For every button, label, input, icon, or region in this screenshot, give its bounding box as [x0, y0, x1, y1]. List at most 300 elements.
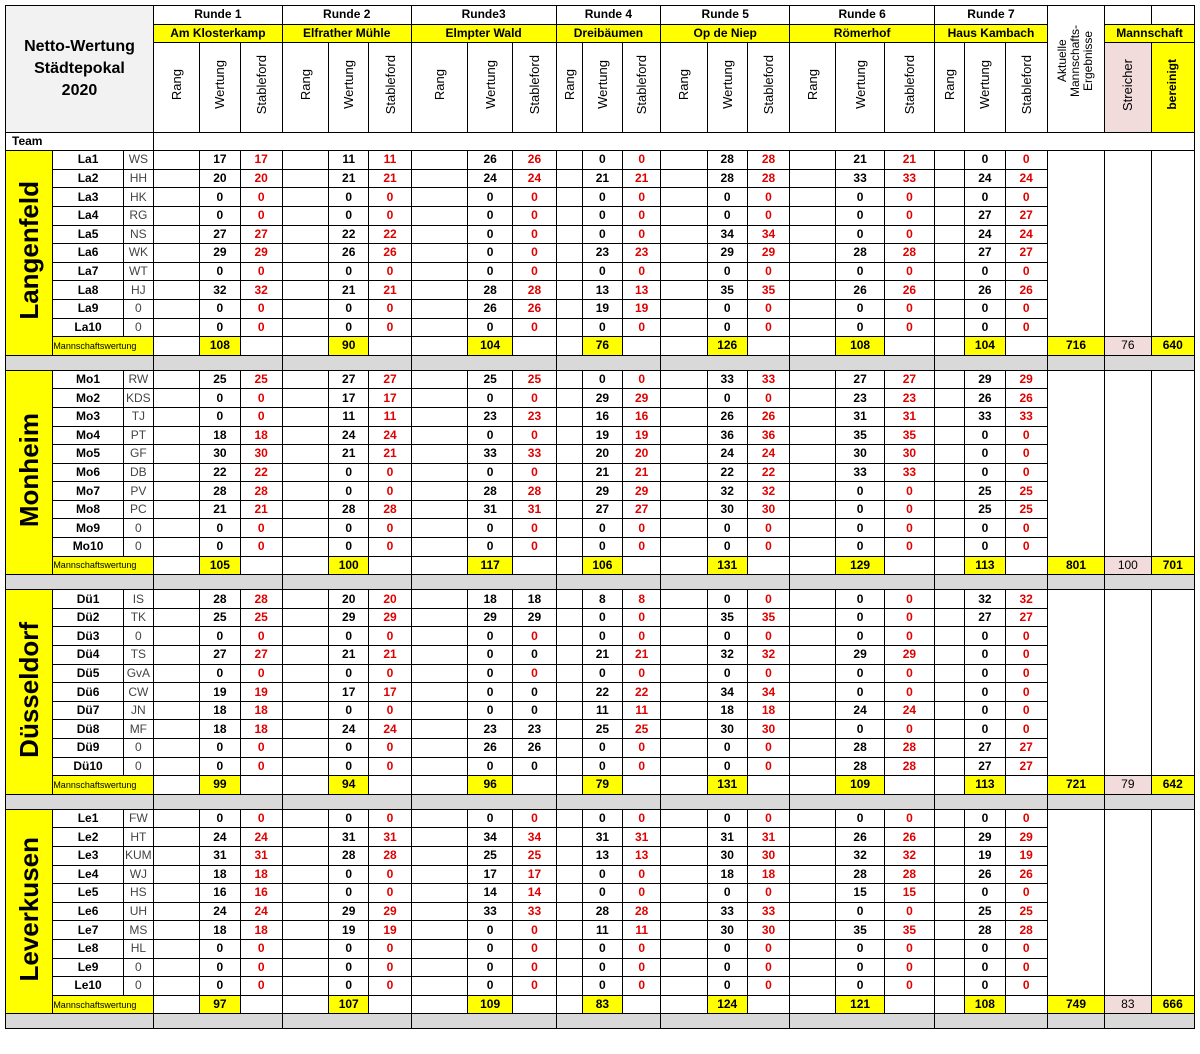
wertung-cell: 35 — [707, 281, 747, 300]
stableford-cell: 29 — [369, 608, 411, 627]
mannschaft-header: Mannschaft — [1105, 24, 1195, 42]
wertung-cell: 0 — [329, 939, 369, 958]
wertung-cell: 0 — [329, 757, 369, 776]
separator — [282, 1014, 411, 1029]
stableford-cell: 0 — [623, 664, 661, 683]
rang-cell — [153, 683, 199, 702]
stableford-cell — [623, 776, 661, 795]
table-row — [6, 299, 1195, 318]
stableford-cell — [369, 337, 411, 356]
wertung-cell: 0 — [200, 977, 240, 996]
player-id: Le5 — [53, 884, 123, 903]
stableford-cell — [884, 776, 934, 795]
wertung-cell: 21 — [582, 463, 622, 482]
table-row — [6, 646, 1195, 665]
col-rang-r4: Rang — [556, 42, 582, 132]
rang-cell — [153, 318, 199, 337]
player-id: Dü1 — [53, 590, 123, 609]
stableford-cell: 0 — [369, 482, 411, 501]
rang-cell — [556, 757, 582, 776]
rang-cell — [935, 225, 965, 244]
wertung-cell: 26 — [965, 389, 1005, 408]
stableford-cell: 28 — [884, 865, 934, 884]
wertung-cell: 31 — [329, 828, 369, 847]
rang-cell — [935, 720, 965, 739]
stableford-cell: 35 — [884, 921, 934, 940]
stableford-cell: 0 — [513, 206, 556, 225]
separator — [282, 355, 411, 370]
stableford-cell: 21 — [623, 463, 661, 482]
wertung-cell: 0 — [468, 958, 513, 977]
wertung-cell: 0 — [965, 426, 1005, 445]
col-rang-r7: Rang — [935, 42, 965, 132]
rang-cell — [556, 538, 582, 557]
stableford-cell: 27 — [884, 370, 934, 389]
stableford-cell: 0 — [240, 958, 282, 977]
stableford-cell: 0 — [369, 701, 411, 720]
stableford-cell — [240, 556, 282, 575]
stableford-cell: 0 — [884, 939, 934, 958]
rang-cell — [935, 664, 965, 683]
wertung-cell: 0 — [582, 627, 622, 646]
separator — [661, 794, 790, 809]
wertung-cell: 28 — [836, 244, 884, 263]
rang-cell — [411, 884, 467, 903]
separator — [556, 794, 661, 809]
stableford-cell: 18 — [240, 426, 282, 445]
rang-cell — [935, 500, 965, 519]
wertung-cell: 0 — [836, 225, 884, 244]
wertung-cell: 32 — [200, 281, 240, 300]
rang-cell — [790, 500, 836, 519]
wertung-cell: 25 — [200, 370, 240, 389]
team-score: 131 — [707, 556, 747, 575]
wertung-cell: 0 — [836, 188, 884, 207]
rang-cell — [411, 902, 467, 921]
col-wertung-r4: Wertung — [582, 42, 622, 132]
wertung-cell: 0 — [965, 463, 1005, 482]
rang-cell — [935, 445, 965, 464]
stableford-cell: 17 — [369, 683, 411, 702]
rang-cell — [411, 720, 467, 739]
rang-cell — [282, 463, 328, 482]
team-name-label: Leverkusen — [13, 836, 44, 982]
player-initials: 0 — [123, 627, 153, 646]
col-wertung-r5: Wertung — [707, 42, 747, 132]
rang-cell — [282, 188, 328, 207]
table-row — [6, 445, 1195, 464]
separator — [1105, 575, 1195, 590]
wertung-cell: 26 — [965, 281, 1005, 300]
rang-cell — [790, 262, 836, 281]
stableford-cell: 21 — [623, 646, 661, 665]
col-wertung-r7: Wertung — [965, 42, 1005, 132]
stableford-cell: 28 — [884, 739, 934, 758]
bereinigt-area — [1151, 590, 1195, 776]
rang-cell — [153, 244, 199, 263]
player-id: Mo5 — [53, 445, 123, 464]
rang-cell — [790, 426, 836, 445]
stableford-cell: 0 — [1005, 884, 1047, 903]
stableford-cell: 30 — [747, 846, 789, 865]
wertung-cell: 0 — [582, 739, 622, 758]
wertung-cell: 28 — [329, 846, 369, 865]
team-column-label: Team — [6, 132, 154, 151]
stableford-cell: 0 — [240, 262, 282, 281]
wertung-cell: 21 — [836, 151, 884, 170]
streicher-area — [1105, 809, 1151, 995]
separator — [556, 1014, 661, 1029]
table-row — [6, 739, 1195, 758]
wertung-cell: 31 — [468, 500, 513, 519]
separator — [153, 794, 282, 809]
stableford-cell: 0 — [623, 519, 661, 538]
rang-cell — [661, 151, 707, 170]
wertung-cell: 18 — [200, 701, 240, 720]
stableford-cell: 0 — [240, 206, 282, 225]
wertung-cell: 21 — [582, 169, 622, 188]
wertung-cell: 0 — [468, 389, 513, 408]
player-id: Mo1 — [53, 370, 123, 389]
stableford-cell: 0 — [240, 407, 282, 426]
col-rang-r1: Rang — [153, 42, 199, 132]
rang-cell — [153, 921, 199, 940]
rang-cell — [790, 701, 836, 720]
rang-cell — [790, 720, 836, 739]
player-id: Dü6 — [53, 683, 123, 702]
wertung-cell: 21 — [329, 281, 369, 300]
rang-cell — [556, 701, 582, 720]
wertung-cell: 0 — [707, 884, 747, 903]
rang-cell — [661, 244, 707, 263]
rang-cell — [556, 995, 582, 1014]
wertung-cell: 24 — [329, 426, 369, 445]
wertung-cell: 0 — [200, 627, 240, 646]
wertung-cell: 33 — [468, 902, 513, 921]
separator — [6, 1014, 154, 1029]
rang-cell — [282, 646, 328, 665]
rang-cell — [411, 683, 467, 702]
rang-cell — [661, 977, 707, 996]
rang-cell — [661, 500, 707, 519]
wertung-cell: 11 — [329, 151, 369, 170]
rang-cell — [556, 463, 582, 482]
wertung-cell: 0 — [329, 206, 369, 225]
rang-cell — [935, 426, 965, 445]
round-5-header: Runde 5 — [661, 6, 790, 25]
stableford-cell: 24 — [240, 828, 282, 847]
stableford-cell: 34 — [747, 683, 789, 702]
rang-cell — [661, 739, 707, 758]
rang-cell — [556, 828, 582, 847]
stableford-cell: 0 — [513, 188, 556, 207]
stableford-cell: 26 — [369, 244, 411, 263]
stableford-cell: 31 — [513, 500, 556, 519]
player-initials: 0 — [123, 958, 153, 977]
rang-cell — [282, 262, 328, 281]
separator — [153, 575, 282, 590]
rang-cell — [790, 757, 836, 776]
wertung-cell: 0 — [707, 939, 747, 958]
stableford-cell: 22 — [240, 463, 282, 482]
rang-cell — [935, 646, 965, 665]
wertung-cell: 33 — [707, 902, 747, 921]
rang-cell — [411, 299, 467, 318]
wertung-cell: 23 — [836, 389, 884, 408]
player-initials: HT — [123, 828, 153, 847]
stableford-cell: 32 — [1005, 590, 1047, 609]
player-id: Dü4 — [53, 646, 123, 665]
rang-cell — [935, 846, 965, 865]
separator — [411, 355, 556, 370]
venue-7: Haus Kambach — [935, 24, 1048, 42]
player-initials: MF — [123, 720, 153, 739]
rang-cell — [661, 958, 707, 977]
wertung-cell: 27 — [965, 757, 1005, 776]
stableford-cell: 17 — [513, 865, 556, 884]
player-initials: HH — [123, 169, 153, 188]
wertung-cell: 0 — [707, 389, 747, 408]
stableford-cell: 24 — [1005, 169, 1047, 188]
team-score: 76 — [582, 337, 622, 356]
wertung-cell: 0 — [468, 977, 513, 996]
stableford-cell: 0 — [240, 977, 282, 996]
stableford-cell: 0 — [747, 538, 789, 557]
stableford-cell: 33 — [513, 445, 556, 464]
wertung-cell: 0 — [965, 683, 1005, 702]
col-stableford-r5: Stableford — [747, 42, 789, 132]
wertung-cell: 0 — [200, 958, 240, 977]
player-id: La4 — [53, 206, 123, 225]
stableford-cell: 0 — [884, 188, 934, 207]
wertung-cell: 0 — [582, 664, 622, 683]
rang-cell — [790, 921, 836, 940]
player-initials: GF — [123, 445, 153, 464]
wertung-cell: 36 — [707, 426, 747, 445]
rang-cell — [153, 809, 199, 828]
stableford-cell: 0 — [240, 809, 282, 828]
stableford-cell: 0 — [1005, 977, 1047, 996]
stableford-cell: 0 — [884, 262, 934, 281]
wertung-cell: 0 — [329, 739, 369, 758]
wertung-cell: 26 — [468, 739, 513, 758]
rang-cell — [411, 608, 467, 627]
player-id: La6 — [53, 244, 123, 263]
stableford-cell: 11 — [623, 921, 661, 940]
rang-cell — [282, 206, 328, 225]
rang-cell — [790, 865, 836, 884]
team-name-2 — [6, 590, 53, 795]
stableford-cell: 0 — [747, 939, 789, 958]
wertung-cell: 19 — [329, 921, 369, 940]
table-row — [6, 500, 1195, 519]
wertung-cell: 28 — [468, 482, 513, 501]
wertung-cell: 0 — [707, 318, 747, 337]
rang-cell — [556, 958, 582, 977]
wertung-cell: 0 — [836, 683, 884, 702]
rang-cell — [935, 776, 965, 795]
separator — [661, 355, 790, 370]
rang-cell — [556, 407, 582, 426]
rang-cell — [153, 995, 199, 1014]
rang-cell — [411, 828, 467, 847]
rang-cell — [411, 500, 467, 519]
rang-cell — [790, 389, 836, 408]
team-score: 121 — [836, 995, 884, 1014]
rang-cell — [935, 337, 965, 356]
wertung-cell: 18 — [200, 921, 240, 940]
player-id: Le9 — [53, 958, 123, 977]
separator — [411, 794, 556, 809]
stableford-cell: 28 — [369, 500, 411, 519]
stableford-cell: 27 — [369, 370, 411, 389]
rang-cell — [935, 590, 965, 609]
wertung-cell: 0 — [965, 445, 1005, 464]
wertung-cell: 29 — [582, 389, 622, 408]
wertung-cell: 0 — [329, 318, 369, 337]
wertung-cell: 24 — [468, 169, 513, 188]
stableford-cell: 19 — [240, 683, 282, 702]
wertung-cell: 35 — [707, 608, 747, 627]
stableford-cell: 0 — [884, 627, 934, 646]
wertung-cell: 28 — [468, 281, 513, 300]
table-row — [6, 757, 1195, 776]
player-initials: 0 — [123, 299, 153, 318]
wertung-cell: 28 — [707, 151, 747, 170]
player-id: Dü7 — [53, 701, 123, 720]
player-initials: TJ — [123, 407, 153, 426]
rang-cell — [556, 482, 582, 501]
team-bereinigt: 642 — [1151, 776, 1195, 795]
stableford-cell: 0 — [884, 977, 934, 996]
player-initials: TS — [123, 646, 153, 665]
rang-cell — [556, 556, 582, 575]
wertung-cell: 0 — [836, 318, 884, 337]
wertung-cell: 30 — [707, 720, 747, 739]
rang-cell — [282, 739, 328, 758]
wertung-cell: 16 — [200, 884, 240, 903]
wertung-cell: 29 — [836, 646, 884, 665]
wertung-cell: 28 — [707, 169, 747, 188]
stableford-cell: 0 — [240, 188, 282, 207]
wertung-cell: 23 — [468, 720, 513, 739]
player-initials: KUM — [123, 846, 153, 865]
rang-cell — [282, 519, 328, 538]
team-score: 99 — [200, 776, 240, 795]
round-3-header: Runde3 — [411, 6, 556, 25]
stableford-cell: 8 — [623, 590, 661, 609]
stableford-cell: 14 — [513, 884, 556, 903]
stableford-cell: 28 — [240, 590, 282, 609]
wertung-cell: 0 — [468, 206, 513, 225]
wertung-cell: 0 — [836, 590, 884, 609]
rang-cell — [282, 608, 328, 627]
rang-cell — [935, 206, 965, 225]
stableford-cell: 22 — [369, 225, 411, 244]
player-id: Dü10 — [53, 757, 123, 776]
round-1-header: Runde 1 — [153, 6, 282, 25]
table-row — [6, 244, 1195, 263]
rang-cell — [556, 299, 582, 318]
player-initials: JN — [123, 701, 153, 720]
wertung-cell: 0 — [836, 538, 884, 557]
stableford-cell — [1005, 995, 1047, 1014]
table-row — [6, 318, 1195, 337]
stableford-cell: 0 — [747, 188, 789, 207]
separator — [790, 575, 935, 590]
player-id: Mo10 — [53, 538, 123, 557]
rang-cell — [661, 664, 707, 683]
stableford-cell: 0 — [240, 519, 282, 538]
wertung-cell: 34 — [707, 683, 747, 702]
wertung-cell: 0 — [200, 739, 240, 758]
separator — [661, 1014, 790, 1029]
wertung-cell: 0 — [836, 902, 884, 921]
stableford-cell: 0 — [623, 939, 661, 958]
separator — [790, 355, 935, 370]
wertung-cell: 29 — [582, 482, 622, 501]
stableford-cell: 33 — [884, 463, 934, 482]
rang-cell — [661, 720, 707, 739]
player-id: Mo8 — [53, 500, 123, 519]
rang-cell — [282, 389, 328, 408]
wertung-cell: 22 — [582, 683, 622, 702]
rang-cell — [790, 902, 836, 921]
rang-cell — [556, 445, 582, 464]
rang-cell — [556, 169, 582, 188]
stableford-cell: 0 — [1005, 188, 1047, 207]
stableford-cell: 28 — [884, 757, 934, 776]
stableford-cell: 21 — [369, 646, 411, 665]
wertung-cell: 0 — [965, 958, 1005, 977]
stableford-cell: 11 — [369, 151, 411, 170]
table-row — [6, 720, 1195, 739]
stableford-cell: 0 — [513, 262, 556, 281]
stableford-cell: 25 — [1005, 500, 1047, 519]
stableford-cell: 26 — [1005, 389, 1047, 408]
rang-cell — [411, 151, 467, 170]
rang-cell — [661, 337, 707, 356]
stableford-cell: 27 — [240, 225, 282, 244]
rang-cell — [153, 370, 199, 389]
team-name-3 — [6, 809, 53, 1014]
rang-cell — [661, 939, 707, 958]
wertung-cell: 28 — [200, 482, 240, 501]
stableford-cell: 29 — [513, 608, 556, 627]
stableford-cell: 29 — [623, 389, 661, 408]
wertung-cell: 29 — [200, 244, 240, 263]
stableford-cell: 0 — [369, 939, 411, 958]
stableford-cell: 0 — [513, 244, 556, 263]
stableford-cell: 29 — [369, 902, 411, 921]
stableford-cell: 0 — [623, 370, 661, 389]
wertung-cell: 27 — [836, 370, 884, 389]
stableford-cell: 31 — [623, 828, 661, 847]
rang-cell — [790, 646, 836, 665]
stableford-cell: 24 — [369, 720, 411, 739]
team-score-label: Mannschaftswertung — [53, 995, 154, 1014]
empty-header-cell — [1105, 6, 1151, 25]
team-score: 113 — [965, 556, 1005, 575]
rang-cell — [411, 995, 467, 1014]
team-score-row — [6, 995, 1195, 1014]
wertung-cell: 0 — [707, 958, 747, 977]
stableford-cell: 0 — [1005, 683, 1047, 702]
rang-cell — [661, 299, 707, 318]
wertung-cell: 27 — [965, 739, 1005, 758]
player-id: Le7 — [53, 921, 123, 940]
wertung-cell: 0 — [707, 977, 747, 996]
